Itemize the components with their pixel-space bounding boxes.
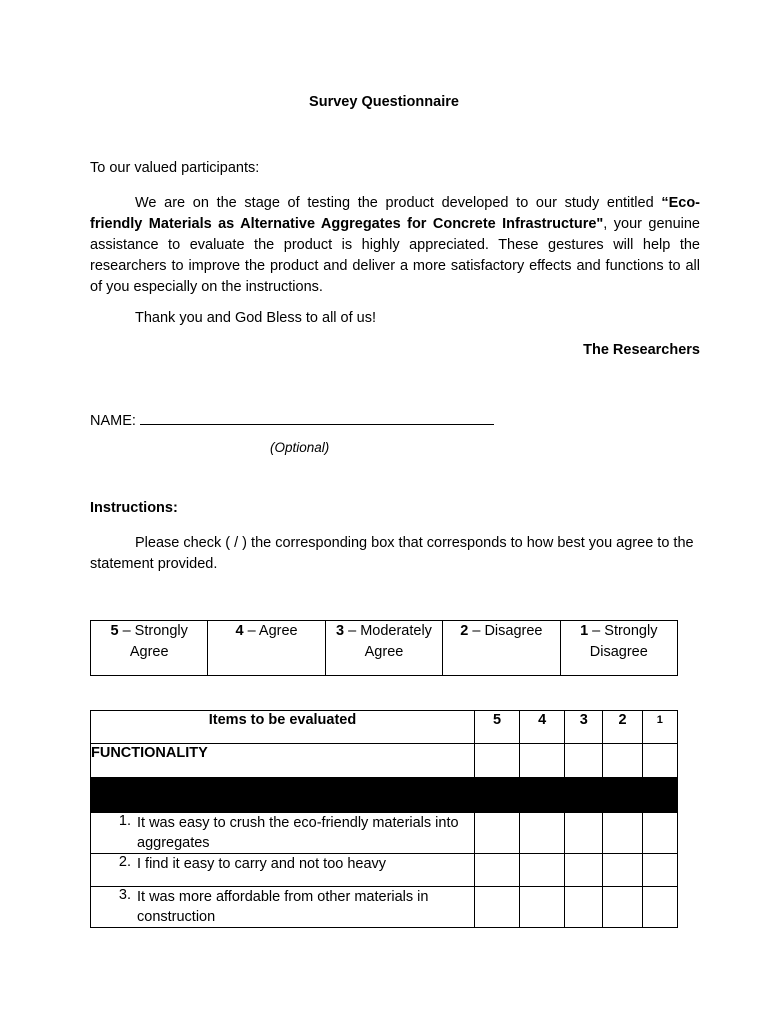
evaluation-table xyxy=(90,710,678,928)
items-header: Items to be evaluated xyxy=(91,711,475,744)
rating-box-1[interactable] xyxy=(642,813,677,854)
rating-box-4[interactable] xyxy=(520,813,565,854)
instructions-text xyxy=(90,533,700,575)
section-cell xyxy=(520,744,565,778)
item-number: 1. xyxy=(118,813,131,829)
col-header-4: 4 xyxy=(520,711,565,744)
section-cell xyxy=(565,744,603,778)
rating-box-1[interactable] xyxy=(642,854,677,887)
item-cell xyxy=(91,854,475,887)
item-cell xyxy=(91,887,475,928)
rating-box-3[interactable] xyxy=(565,813,603,854)
scale-label: – Strongly Disagree xyxy=(588,623,658,660)
col-header-1: 1 xyxy=(642,711,677,744)
optional-label: (Optional) xyxy=(270,440,330,455)
scale-label: – Moderately Agree xyxy=(344,623,432,660)
black-divider-cell xyxy=(91,778,678,813)
intro-before: We are on the stage of testing the product developed to our study entitled xyxy=(135,195,662,211)
rating-box-4[interactable] xyxy=(520,854,565,887)
rating-box-5[interactable] xyxy=(474,854,519,887)
scale-num: 2 xyxy=(460,623,469,639)
item-text: It was easy to crush the eco-friendly materials into aggregates xyxy=(137,815,459,851)
instructions-heading: Instructions: xyxy=(90,500,178,516)
instructions-body: Please check ( / ) the corresponding box that corresponds to how best you agree to the statement provided. xyxy=(90,535,694,572)
col-header-2: 2 xyxy=(603,711,642,744)
name-field[interactable] xyxy=(140,410,494,425)
intro-after: , your genuine assistance to evaluate the product is highly appreciated. These gestures will help the researchers to improve the product and deliver a more satisfactory effects and functions to all of you especially on the instructions. xyxy=(90,216,700,295)
item-cell xyxy=(91,813,475,854)
col-header-3: 3 xyxy=(565,711,603,744)
table-row xyxy=(91,887,678,928)
black-divider-row xyxy=(91,778,678,813)
scale-label: – Disagree xyxy=(468,623,543,639)
table-row xyxy=(91,813,678,854)
scale-num: 3 xyxy=(336,623,345,639)
scale-cell-1 xyxy=(560,621,677,676)
section-functionality: FUNCTIONALITY xyxy=(91,744,475,778)
rating-box-3[interactable] xyxy=(565,854,603,887)
col-header-5: 5 xyxy=(474,711,519,744)
rating-box-5[interactable] xyxy=(474,813,519,854)
thanks-line: Thank you and God Bless to all of us! xyxy=(135,310,376,326)
greeting: To our valued participants: xyxy=(90,160,260,176)
scale-label: – Strongly Agree xyxy=(118,623,188,660)
rating-box-5[interactable] xyxy=(474,887,519,928)
section-cell xyxy=(474,744,519,778)
table-row xyxy=(91,854,678,887)
scale-cell-5 xyxy=(91,621,208,676)
rating-box-1[interactable] xyxy=(642,887,677,928)
section-cell xyxy=(603,744,642,778)
scale-cell-3 xyxy=(325,621,442,676)
rating-box-3[interactable] xyxy=(565,887,603,928)
scale-num: 1 xyxy=(580,623,589,639)
rating-box-2[interactable] xyxy=(603,887,642,928)
study-title: “Eco-friendly Materials as Alternative Aggregates for Concrete Infrastructure" xyxy=(90,195,700,232)
name-row xyxy=(90,410,494,429)
rating-box-4[interactable] xyxy=(520,887,565,928)
scale-num: 4 xyxy=(235,623,244,639)
rating-scale-legend xyxy=(90,620,678,676)
signature: The Researchers xyxy=(583,342,700,358)
item-number: 2. xyxy=(118,854,131,870)
rating-box-2[interactable] xyxy=(603,813,642,854)
item-text: It was more affordable from other materials in construction xyxy=(137,889,429,925)
scale-cell-4 xyxy=(208,621,325,676)
item-text: I find it easy to carry and not too heavy xyxy=(137,856,387,872)
section-cell xyxy=(642,744,677,778)
scale-cell-2 xyxy=(443,621,560,676)
item-number: 3. xyxy=(118,887,131,903)
scale-label: – Agree xyxy=(243,623,298,639)
scale-num: 5 xyxy=(110,623,119,639)
intro-paragraph xyxy=(90,193,700,298)
name-label: NAME: xyxy=(90,413,136,429)
page-title: Survey Questionnaire xyxy=(309,94,459,110)
rating-box-2[interactable] xyxy=(603,854,642,887)
